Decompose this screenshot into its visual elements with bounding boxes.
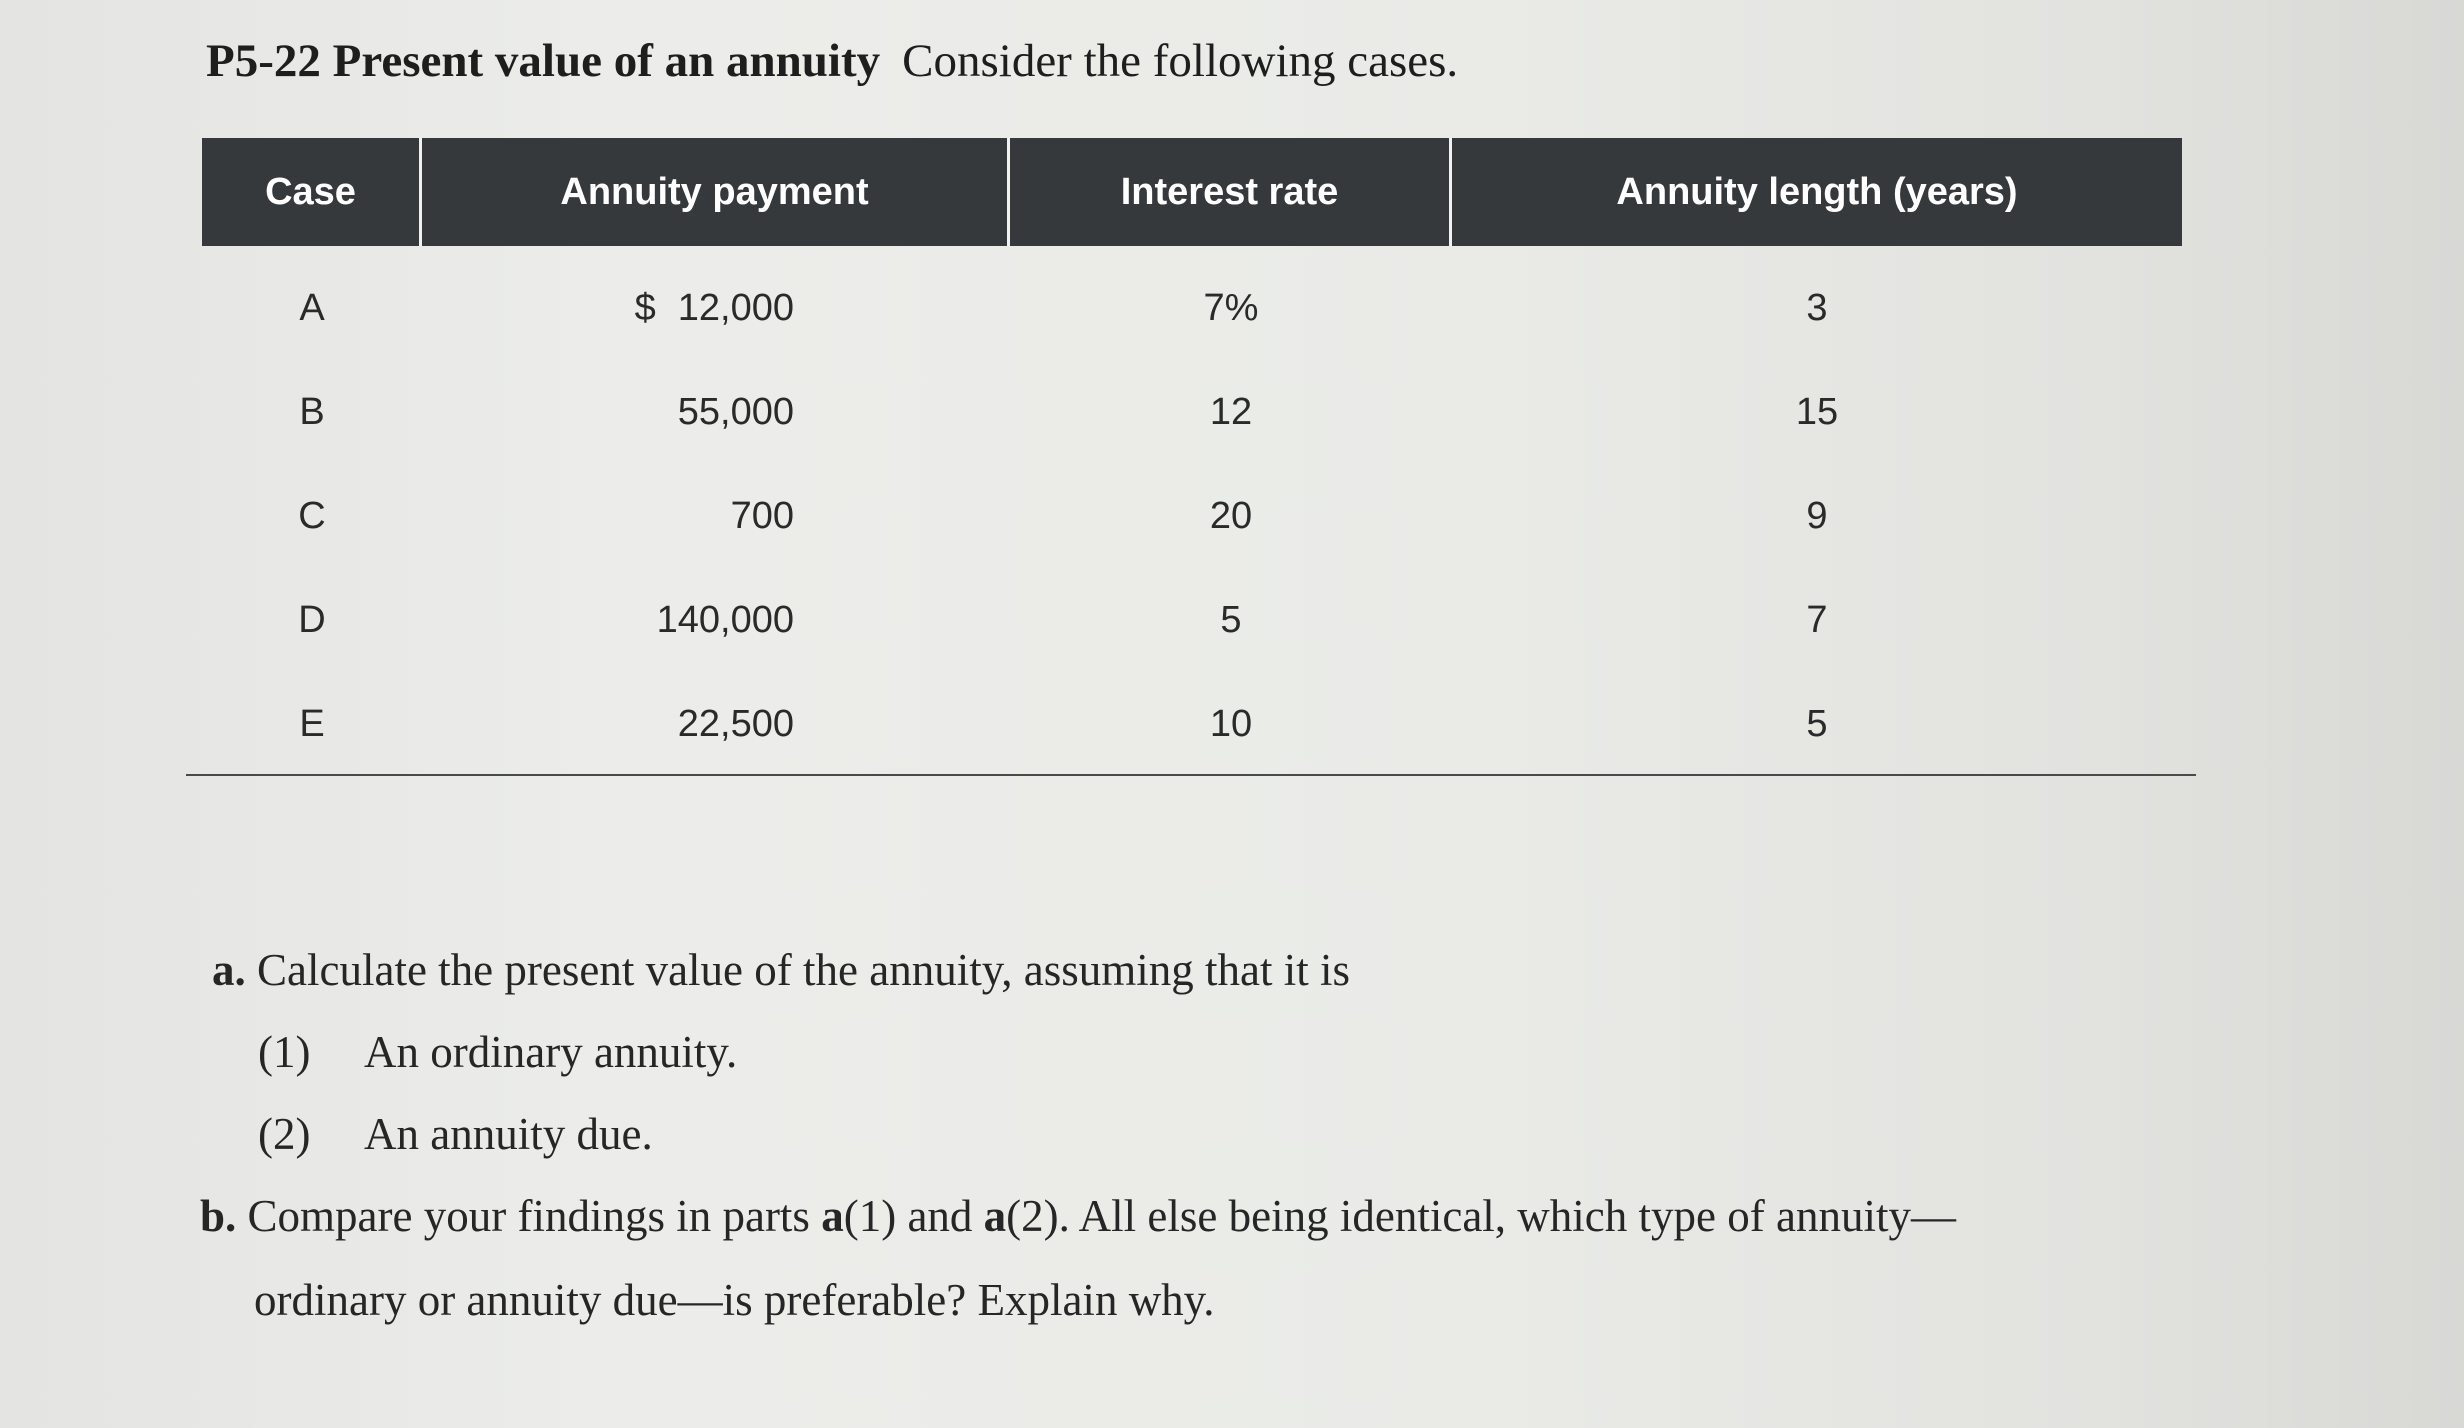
table-body xyxy=(202,256,2182,776)
cell-payment: 22,500 xyxy=(677,702,794,745)
question-a-item-2 xyxy=(258,1108,653,1160)
part-ref-a: a xyxy=(983,1191,1007,1241)
dollar-sign: $ xyxy=(634,286,656,329)
cell-case: D xyxy=(298,598,326,641)
cell-rate: 5 xyxy=(1220,598,1242,641)
header-annuity-length: Annuity length (years) xyxy=(1616,170,2018,213)
part-ref-num: (1) xyxy=(843,1191,897,1241)
cell-rate: 10 xyxy=(1209,702,1253,745)
problem-heading: Present value of an annuity xyxy=(332,35,881,87)
question-a-item-1 xyxy=(258,1026,737,1078)
question-b-text-2: and xyxy=(896,1191,984,1241)
header-case: Case xyxy=(202,138,422,246)
problem-code: P5-22 xyxy=(206,35,321,87)
item-text: An ordinary annuity. xyxy=(364,1027,738,1077)
header-interest-rate: Interest rate xyxy=(1010,138,1452,246)
table-row xyxy=(202,256,2182,360)
question-b-text-1: Compare your findings in parts xyxy=(247,1191,822,1241)
cell-length: 15 xyxy=(1795,390,1839,433)
problem-title xyxy=(206,34,1458,88)
question-a-letter: a. xyxy=(212,945,246,995)
header-annuity-payment: Annuity payment xyxy=(422,138,1010,246)
cell-case: A xyxy=(299,286,325,329)
question-a xyxy=(212,944,1350,996)
cell-rate: 12 xyxy=(1209,390,1253,433)
part-ref-a: a xyxy=(821,1191,844,1241)
cell-length: 9 xyxy=(1806,494,1828,537)
cell-payment: 700 xyxy=(730,494,794,537)
cell-payment xyxy=(422,287,1010,330)
item-text: An annuity due. xyxy=(364,1109,653,1159)
table-bottom-rule xyxy=(186,774,2196,776)
cell-payment: 140,000 xyxy=(656,598,794,641)
cell-case: C xyxy=(298,494,326,537)
table-header-row xyxy=(202,138,2182,246)
cell-length: 7 xyxy=(1806,598,1828,641)
table-row xyxy=(202,568,2182,672)
question-b-line-2: ordinary or annuity due—is preferable? Explain why. xyxy=(254,1275,1215,1325)
cell-rate: 7% xyxy=(1203,286,1259,329)
table-row xyxy=(202,672,2182,776)
annuity-cases-table xyxy=(186,138,2196,776)
part-ref-num: (2) xyxy=(1006,1191,1059,1241)
cell-length: 3 xyxy=(1806,286,1828,329)
problem-intro: Consider the following cases. xyxy=(902,35,1459,87)
item-number: (2) xyxy=(258,1109,311,1159)
question-a-text: Calculate the present value of the annuity, assuming that it is xyxy=(257,945,1351,995)
question-b-letter: b. xyxy=(200,1191,237,1241)
cell-case: E xyxy=(299,702,325,745)
question-b xyxy=(200,1190,1956,1242)
cell-length: 5 xyxy=(1806,702,1828,745)
table-row xyxy=(202,360,2182,464)
cell-payment: 55,000 xyxy=(677,390,794,433)
cell-case: B xyxy=(299,390,325,433)
question-b-text-3: . All else being identical, which type of annuity— xyxy=(1058,1191,1956,1241)
item-number: (1) xyxy=(258,1027,311,1077)
cell-rate: 20 xyxy=(1209,494,1253,537)
table-row xyxy=(202,464,2182,568)
payment-value: 12,000 xyxy=(677,286,794,329)
